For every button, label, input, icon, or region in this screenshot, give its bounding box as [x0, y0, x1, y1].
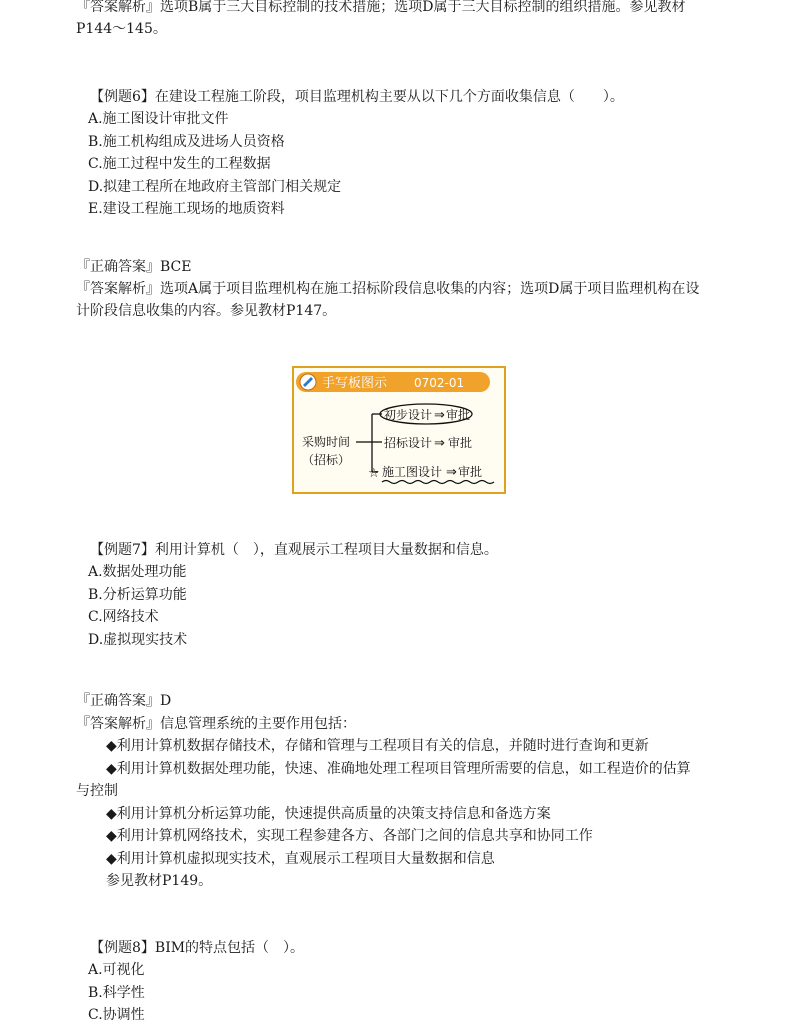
q8-stem: 【例题8】BIM的特点包括（ ）。 [90, 940, 305, 956]
diagram-svg [294, 368, 504, 492]
q6-analysis-line-1: 『答案解析』选项A属于项目监理机构在施工招标阶段信息收集的内容；选项D属于项目监理机构在设 [76, 281, 700, 297]
star-icon: ☆ [368, 466, 380, 481]
branch-2-label: 招标设计 [384, 436, 433, 450]
q7-bullet-3: ◆利用计算机分析运算功能，快速提供高质量的决策支持信息和备选方案 [106, 806, 551, 822]
q7-reference: 参见教材P149。 [106, 873, 213, 889]
branch-3-target: 审批 [458, 465, 483, 479]
q7-option-a: A.数据处理功能 [88, 564, 187, 580]
q7-option-b: B.分析运算功能 [88, 587, 187, 603]
q7-bullet-5: ◆利用计算机虚拟现实技术，直观展示工程项目大量数据和信息 [106, 851, 495, 867]
diagram-header-code: 0702-01 [414, 376, 465, 390]
q6-option-d: D.拟建工程所在地政府主管部门相关规定 [88, 179, 342, 195]
q7-bullet-4: ◆利用计算机网络技术，实现工程参建各方、各部门之间的信息共享和协同工作 [106, 828, 593, 844]
q5-analysis-line-1: 『答案解析』选项B属于三大目标控制的技术措施；选项D属于三大目标控制的组织措施。参见教材 [76, 0, 686, 15]
q8-option-b: B.科学性 [88, 985, 145, 1001]
q6-option-a: A.施工图设计审批文件 [88, 111, 229, 127]
q6-option-b: B.施工机构组成及进场人员资格 [88, 134, 285, 150]
branch-1-target: 审批 [446, 408, 471, 422]
q7-answer: 『正确答案』D [76, 693, 172, 709]
handwriting-diagram [292, 366, 506, 494]
q7-option-c: C.网络技术 [88, 609, 159, 625]
q6-option-e: E.建设工程施工现场的地质资料 [88, 201, 285, 217]
q7-option-d: D.虚拟现实技术 [88, 632, 188, 648]
q6-analysis-line-2: 计阶段信息收集的内容。参见教材P147。 [76, 303, 337, 319]
branch-2-target: 审批 [448, 436, 473, 450]
q7-bullet-2-continuation: 与控制 [76, 783, 118, 799]
q6-option-c: C.施工过程中发生的工程数据 [88, 156, 271, 172]
q5-analysis-line-2: P144～145。 [76, 21, 167, 37]
q7-bullet-2: ◆利用计算机数据处理功能，快速、准确地处理工程项目管理所需要的信息，如工程造价的估算 [106, 761, 691, 777]
q6-stem: 【例题6】在建设工程施工阶段，项目监理机构主要从以下几个方面收集信息（ ）。 [90, 89, 624, 105]
branch-3-label: 施工图设计 [382, 465, 443, 479]
branch-3-arrow-icon: ⇒ [446, 465, 457, 480]
wavy-underline [382, 481, 494, 484]
q7-stem: 【例题7】利用计算机（ ），直观展示工程项目大量数据和信息。 [90, 542, 498, 558]
branch-1-label: 初步设计 [384, 408, 433, 422]
diagram-left-label-1: 采购时间 [302, 435, 351, 449]
diagram-header-title: 手写板图示 [322, 376, 388, 391]
q7-analysis-head: 『答案解析』信息管理系统的主要作用包括： [76, 716, 356, 732]
diagram-left-label-2: （招标） [302, 453, 351, 467]
q7-bullet-1: ◆利用计算机数据存储技术，存储和管理与工程项目有关的信息，并随时进行查询和更新 [106, 738, 649, 754]
branch-1-arrow-icon: ⇒ [434, 408, 445, 423]
q8-option-a: A.可视化 [88, 962, 145, 978]
q8-option-c: C.协调性 [88, 1007, 145, 1023]
q6-answer: 『正确答案』BCE [76, 259, 192, 275]
branch-2-arrow-icon: ⇒ [434, 436, 445, 451]
